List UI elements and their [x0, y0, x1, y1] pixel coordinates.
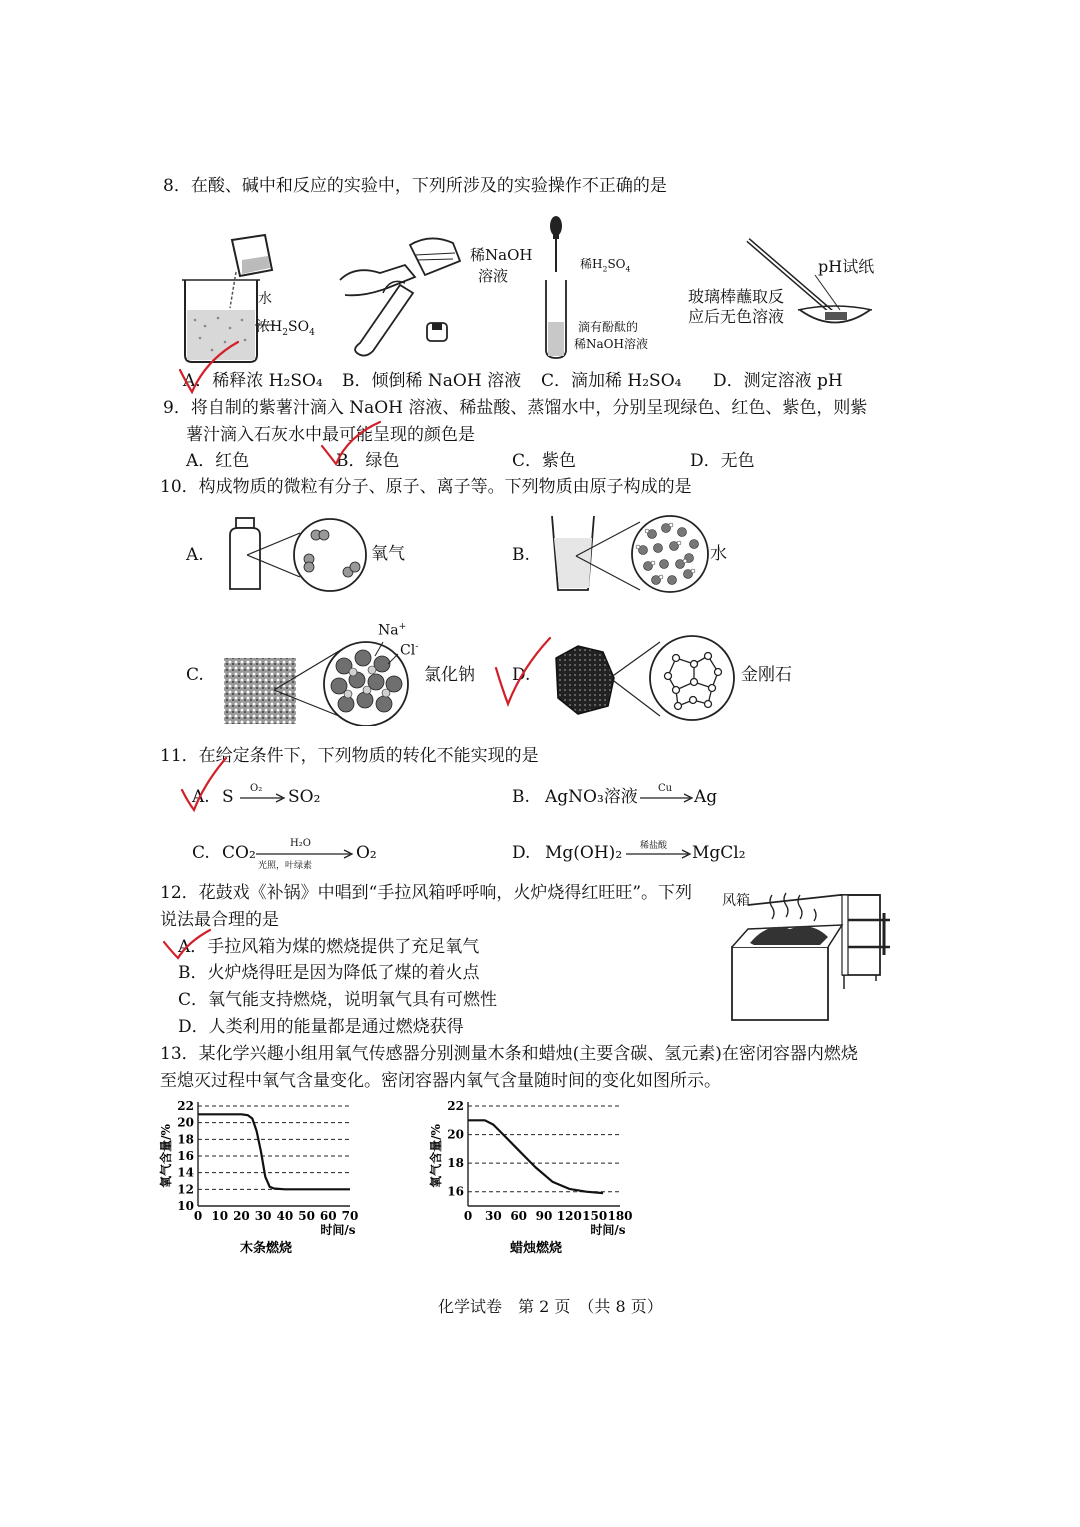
chart2-x-tick-label: 180: [607, 1209, 633, 1223]
chart2-x-tick-label: 150: [582, 1209, 608, 1223]
q11-b-right: Ag: [694, 787, 718, 807]
q8-d-paper-label: pH试纸: [818, 257, 875, 276]
q9-option-b: B．绿色: [336, 451, 400, 471]
chart1-y-tick-label: 14: [177, 1165, 194, 1180]
chart2-x-tick-label: 120: [556, 1209, 582, 1223]
q10-letter-d: D.: [512, 665, 531, 685]
chart2-x-tick-label: 90: [535, 1209, 553, 1223]
chart1-y-label: 氧气含量/%: [159, 1124, 173, 1188]
q10-figure-a: [222, 515, 372, 595]
q11-d-condition: 稀盐酸: [640, 841, 668, 851]
chart2-title: 蜡烛燃烧: [509, 1241, 563, 1256]
q11-a-letter: A.: [192, 787, 210, 807]
q10-na-label: Na+: [378, 622, 407, 639]
q9-option-a: A．红色: [186, 451, 250, 471]
q8-a-water-label: 水: [258, 291, 272, 307]
q11-c-letter: C.: [192, 843, 210, 863]
chart1-y-tick-label: 18: [177, 1132, 194, 1147]
q9-option-d: D．无色: [690, 451, 755, 471]
q13-stem-line-2: 至熄灭过程中氧气含量变化。密闭容器内氧气含量随时间的变化如图所示。: [160, 1071, 721, 1091]
q11-a-condition: O₂: [250, 783, 263, 794]
q8-figure-a: [170, 230, 320, 370]
q12-stem-line-2: 说法最合理的是: [160, 910, 279, 930]
q10-label-b: 水: [710, 544, 727, 564]
q12-bellows-label: 风箱: [722, 893, 750, 909]
chart2-y-tick-label: 22: [447, 1099, 464, 1113]
q12-option-c: C．氧气能支持燃烧，说明氧气具有可燃性: [178, 990, 498, 1010]
q10-label-d: 金刚石: [741, 665, 792, 685]
q11-b-letter: B.: [512, 787, 530, 807]
chart2-y-tick-label: 18: [447, 1156, 464, 1171]
chart1-series-line: [198, 1114, 350, 1189]
chart2-x-tick-label: 60: [510, 1209, 528, 1223]
q11-c-condition-top: H₂O: [290, 838, 311, 849]
q10-letter-a: A.: [186, 545, 204, 565]
chart1-x-label: 时间/s: [320, 1223, 356, 1237]
chart1-x-tick-label: 30: [254, 1209, 272, 1223]
chart1-y-tick-label: 10: [177, 1199, 194, 1213]
q8-c-bottom-label-2: 稀NaOH溶液: [574, 337, 648, 351]
chart1-x-tick-label: 50: [298, 1209, 315, 1223]
chart2-y-tick-label: 20: [447, 1127, 464, 1142]
page-footer: 化学试卷 第 2 页 （共 8 页）: [438, 1297, 663, 1316]
chart2-y-label: 氧气含量/%: [429, 1124, 443, 1188]
q11-a-right: SO₂: [288, 787, 321, 807]
chart1-y-tick-label: 20: [177, 1115, 194, 1130]
q11-c-condition-bottom: 光照，叶绿素: [258, 861, 313, 871]
q8-d-rod-label-1: 玻璃棒蘸取反: [688, 287, 785, 306]
chart1-x-tick-label: 20: [233, 1209, 250, 1223]
chart2-x-tick-label: 0: [463, 1209, 473, 1223]
chart1-title: 木条燃烧: [239, 1241, 293, 1256]
q11-b-left: AgNO₃溶液: [545, 787, 638, 807]
q8-option-d: D．测定溶液 pH: [713, 371, 843, 391]
q11-c-left: CO₂: [222, 843, 256, 863]
chart1-x-tick-label: 10: [211, 1209, 229, 1223]
q11-a-arrow: [238, 792, 288, 804]
chart1-x-tick-label: 0: [193, 1209, 203, 1223]
q11-d-left: Mg(OH)₂: [545, 843, 623, 863]
chart2-x-tick-label: 30: [484, 1209, 502, 1223]
q10-cl-label: Cl-: [400, 642, 419, 659]
chart2-series-line: [468, 1120, 603, 1193]
q12-option-d: D．人类利用的能量都是通过燃烧获得: [178, 1017, 464, 1037]
q9-stem-line-1: 9．将自制的紫薯汁滴入 NaOH 溶液、稀盐酸、蒸馏水中，分别呈现绿色、红色、紫色，则紫: [163, 398, 868, 418]
q10-figure-d: [548, 628, 743, 728]
q11-b-arrow: [638, 792, 696, 804]
q8-option-b: B．倾倒稀 NaOH 溶液: [342, 371, 522, 391]
q10-stem: 10．构成物质的微粒有分子、原子、离子等。下列物质由原子构成的是: [160, 477, 692, 497]
q8-option-c: C．滴加稀 H₂SO₄: [541, 371, 682, 391]
q8-figure-b: [335, 225, 475, 365]
q8-b-label-2: 溶液: [478, 267, 509, 285]
q11-c-right: O₂: [356, 843, 377, 863]
chart2-y-tick-label: 16: [447, 1184, 464, 1199]
q10-label-a: 氧气: [371, 544, 405, 564]
q11-d-right: MgCl₂: [692, 843, 746, 863]
q12-figure-furnace: [720, 885, 895, 1035]
chart-wood-burning: [150, 1090, 380, 1285]
q12-stem-line-1: 12．花鼓戏《补锅》中唱到“手拉风箱呼呼响，火炉烧得红旺旺”。下列: [160, 883, 693, 903]
q11-d-letter: D.: [512, 843, 531, 863]
q8-c-bottom-label-1: 滴有酚酞的: [578, 320, 639, 334]
q8-d-rod-label-2: 应后无色溶液: [688, 307, 785, 326]
q13-stem-line-1: 13．某化学兴趣小组用氧气传感器分别测量木条和蜡烛(主要含碳、氢元素)在密闭容器内燃烧: [160, 1044, 858, 1064]
q8-a-acid-label: 浓$H_2SO_4$: [256, 319, 315, 338]
chart1-y-tick-label: 12: [177, 1182, 194, 1197]
q10-label-c: 氯化钠: [424, 665, 475, 685]
chart2-x-label: 时间/s: [590, 1223, 626, 1237]
chart-candle-burning: [420, 1090, 650, 1285]
chart1-y-tick-label: 22: [177, 1099, 194, 1113]
chart1-y-tick-label: 16: [177, 1149, 194, 1163]
q11-d-arrow: [624, 848, 694, 860]
q11-stem: 11．在给定条件下，下列物质的转化不能实现的是: [160, 746, 539, 766]
q11-b-condition: Cu: [658, 783, 673, 794]
q8-stem: 8．在酸、碱中和反应的实验中，下列所涉及的实验操作不正确的是: [163, 176, 667, 196]
chart1-x-tick-label: 40: [276, 1209, 294, 1223]
q12-option-b: B．火炉烧得旺是因为降低了煤的着火点: [178, 963, 480, 983]
q8-option-a: A．稀释浓 H₂SO₄: [183, 371, 323, 391]
q9-option-c: C．紫色: [512, 451, 577, 471]
q10-letter-c: C.: [186, 665, 204, 685]
chart1-x-tick-label: 60: [319, 1209, 337, 1223]
q9-stem-line-2: 薯汁滴入石灰水中最可能呈现的颜色是: [186, 425, 475, 445]
q10-figure-b: [548, 510, 713, 596]
q12-option-a: A．手拉风箱为煤的燃烧提供了充足氧气: [178, 937, 480, 957]
q8-b-label-1: 稀NaOH: [470, 246, 533, 264]
chart1-x-tick-label: 70: [341, 1209, 359, 1223]
q8-c-top-label: 稀$H_2SO_4$: [580, 257, 631, 274]
q10-letter-b: B.: [512, 545, 530, 565]
q11-a-left: S: [222, 787, 234, 807]
